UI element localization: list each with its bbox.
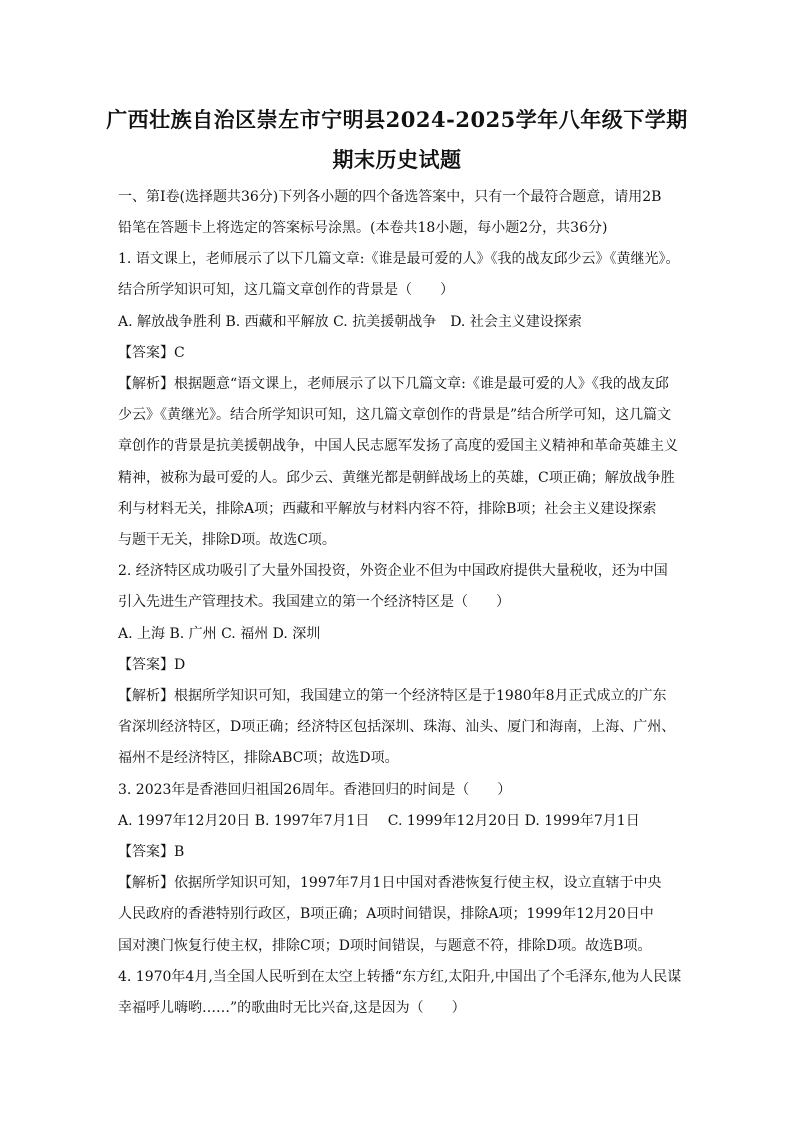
question-3-answer: 【答案】B (118, 844, 185, 860)
document-title-line-1: 广西壮族自治区崇左市宁明县2024-2025学年八年级下学期 (106, 107, 688, 132)
document-title-line-2: 期末历史试题 (332, 147, 462, 172)
question-1-analysis: 利与材料无关，排除A项；西藏和平解放与材料内容不符，排除B项；社会主义建设探索 (118, 501, 657, 517)
question-4-stem: 4. 1970年4月,当全国人民听到在太空上转播“东方红,太阳升,中国出了个毛泽东,他为人民谋 (118, 969, 682, 985)
question-2-stem: 2. 经济特区成功吸引了大量外国投资，外资企业不但为中国政府提供大量税收，还为中国 (118, 563, 668, 579)
question-3-analysis: 人民政府的香港特别行政区，B项正确；A项时间错误，排除A项；1999年12月20日中 (118, 906, 654, 922)
question-1-stem: 1. 语文课上，老师展示了以下几篇文章:《谁是最可爱的人》《我的战友邱少云》《黄继光》。 (118, 251, 680, 267)
question-1-analysis: 章创作的背景是抗美援朝战争，中国人民志愿军发扬了高度的爱国主义精神和革命英雄主义 (118, 438, 678, 454)
question-3-options: A. 1997年12月20日 B. 1997年7月1日 C. 1999年12月20日 D. 1999年7月1日 (118, 813, 640, 829)
question-2-analysis: 省深圳经济特区，D项正确；经济特区包括深圳、珠海、汕头、厦门和海南，上海、广州、 (118, 719, 676, 735)
question-1-analysis: 【解析】根据题意“语文课上，老师展示了以下几篇文章:《谁是最可爱的人》《我的战友邱 (118, 376, 669, 392)
question-1-answer: 【答案】C (118, 345, 185, 361)
section-intro-line: 铅笔在答题卡上将选定的答案标号涂黑。(本卷共18小题，每小题2分，共36分) (118, 220, 608, 236)
question-2-analysis: 【解析】根据所学知识可知，我国建立的第一个经济特区是于1980年8月正式成立的广东 (118, 688, 667, 704)
question-4-stem: 幸福呼儿嗨哟……”的歌曲时无比兴奋,这是因为（ ） (118, 1000, 466, 1016)
question-2-options: A. 上海 B. 广州 C. 福州 D. 深圳 (118, 626, 321, 642)
question-3-stem: 3. 2023年是香港回归祖国26周年。香港回归的时间是（ ） (118, 782, 512, 798)
question-2-analysis: 福州不是经济特区，排除ABC项；故选D项。 (118, 750, 399, 766)
question-1-analysis: 精神，被称为最可爱的人。邱少云、黄继光都是朝鲜战场上的英雄，C项正确；解放战争胜 (118, 470, 675, 486)
question-3-analysis: 【解析】依据所学知识可知，1997年7月1日中国对香港恢复行使主权，设立直辖于中央 (118, 875, 662, 891)
question-1-analysis: 与题干无关，排除D项。故选C项。 (118, 532, 336, 548)
question-2-stem: 引入先进生产管理技术。我国建立的第一个经济特区是（ ） (118, 594, 510, 610)
section-intro-line: 一、第Ⅰ卷(选择题共36分)下列各小题的四个备选答案中，只有一个最符合题意，请用2B (118, 189, 662, 205)
question-1-stem: 结合所学知识可知，这几篇文章创作的背景是（ ） (118, 282, 454, 298)
question-2-answer: 【答案】D (118, 657, 186, 673)
question-3-analysis: 国对澳门恢复行使主权，排除C项；D项时间错误，与题意不符，排除D项。故选B项。 (118, 938, 652, 954)
question-1-options: A. 解放战争胜利 B. 西藏和平解放 C. 抗美援朝战争 D. 社会主义建设探索 (118, 314, 582, 330)
question-1-analysis: 少云》《黄继光》。结合所学知识可知，这几篇文章创作的背景是”结合所学可知，这几篇文 (118, 407, 672, 423)
